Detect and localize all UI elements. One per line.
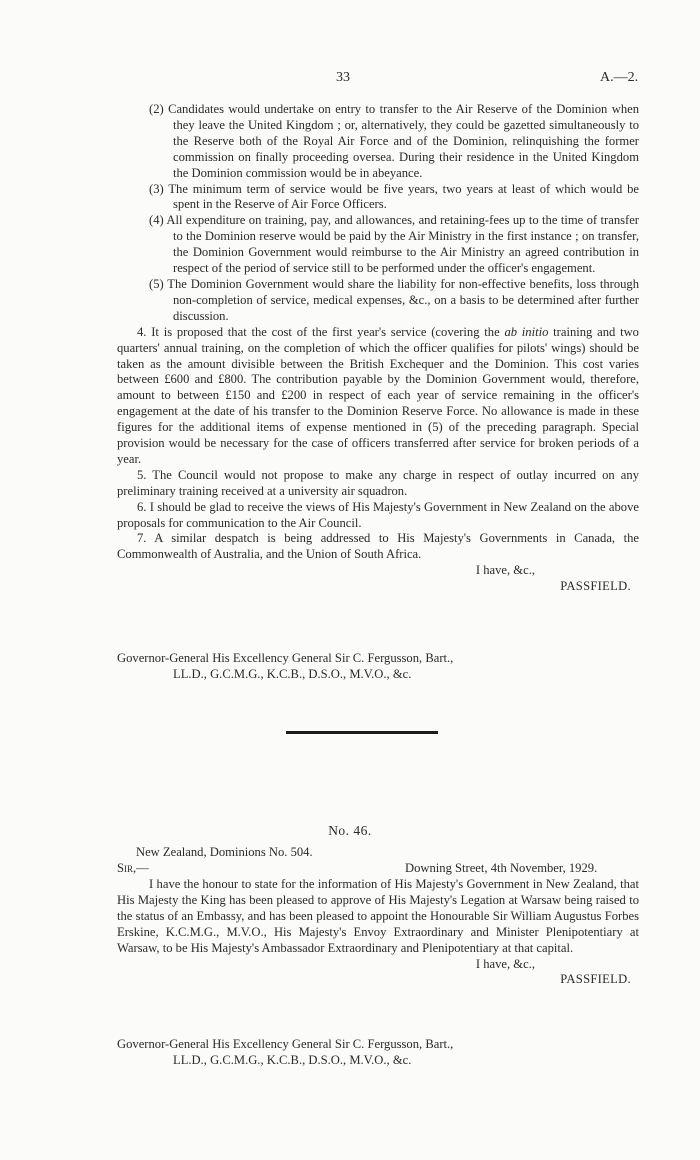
despatch-body-continued — [117, 102, 639, 595]
item-number: (3) — [149, 181, 164, 196]
list-item — [149, 102, 639, 182]
signature: PASSFIELD. — [560, 579, 631, 594]
address-line-2: LL.D., G.C.M.G., K.C.B., D.S.O., M.V.O., &c. — [173, 666, 412, 681]
page-reference: A.—2. — [600, 70, 639, 85]
list-item — [149, 277, 639, 325]
despatch-paragraph: I have the honour to state for the information of His Majesty's Government in New Zealand, that His Majesty the King has been pleased to approve of His Majesty's Legation at Warsaw being raised to the status of an Embassy, and has been pleased to appoint the Honourable Sir William Augustus Forbes Erskine, K.C.M.G., M.V.O., His Majesty's Envoy Extraordinary and Minister Plenipotentiary at Warsaw, to be His Majesty's Ambassador Extraordinary and Plenipotentiary at that capital. — [117, 877, 639, 955]
address-line-2: LL.D., G.C.M.G., K.C.B., D.S.O., M.V.O., &c. — [173, 1052, 412, 1067]
address-block — [117, 1037, 453, 1069]
item-text: All expenditure on training, pay, and allowances, and retaining-fees up to the time of transfer to the Dominion reserve would be paid by the Air Ministry in the first instance ; on transfer, the Dominion Government would reimburse to the Air Ministry an agreed contribution in respect of the period of service still to be performed under the officer's engagement. — [166, 213, 639, 276]
dominion-reference: New Zealand, Dominions No. 504. — [136, 845, 313, 859]
closing-line: I have, &c., — [475, 563, 535, 578]
despatch-body — [117, 877, 639, 988]
closing-line: I have, &c., — [475, 956, 535, 971]
item-text: Candidates would undertake on entry to transfer to the Air Reserve of the Dominion when they leave the United Kingdom ; or, alternatively, they could be gazetted simultaneously to the Reserve both of the Royal Air Force and of the Dominion, relinquishing the former commission on finally proceeding oversea. During their residence in the United Kingdom the Dominion commission would be in abeyance. — [168, 102, 639, 180]
para4-text-a: 4. It is proposed that the cost of the first year's service (covering the — [137, 324, 505, 339]
paragraph-6: 6. I should be glad to receive the views of His Majesty's Government in New Zealand on the above proposals for communication to the Air Council. — [117, 499, 639, 530]
list-item — [149, 213, 639, 277]
paragraph-4 — [117, 325, 639, 468]
item-number: (4) — [149, 213, 164, 228]
address-line-1: Governor-General His Excellency General Sir C. Fergusson, Bart., — [117, 651, 454, 665]
item-text: The minimum term of service would be five years, two years at least of which would be spent in the Reserve of Air Force Officers. — [168, 181, 640, 212]
para4-italic: ab initio — [504, 324, 549, 339]
list-item — [149, 182, 639, 214]
paragraph-7: 7. A similar despatch is being addressed to His Majesty's Governments in Canada, the Commonwealth of Australia, and the Union of South Africa. — [117, 531, 639, 562]
item-number: (2) — [149, 102, 164, 116]
salutation: Sir,— — [117, 861, 149, 875]
paragraph-5: 5. The Council would not propose to make any charge in respect of outlay incurred on any preliminary training received at a university air squadron. — [117, 467, 639, 498]
address-block — [117, 651, 453, 683]
item-text: The Dominion Government would share the liability for non-effective benefits, loss through non-completion of service, medical expenses, &c., on a basis to be determined after further discussion. — [167, 276, 640, 323]
address-line-1: Governor-General His Excellency General Sir C. Fergusson, Bart., — [117, 1037, 454, 1051]
para4-text-b: training and two quarters' annual training, on the completion of which the officer qualifies for pilots' wings) should be taken as the amount divisible between the British Exchequer and the Dominion. This cost varies between £600 and £800. The contribution payable by the Dominion Government would, therefore, amount to between £150 and £200 in respect of each year of service remaining in the officer's engagement at the date of his transfer to the Dominion Reserve Force. No allowance is made in these figures for the additional items of expense mentioned in (5) of the preceding paragraph. Special provision would be necessary for the case of officers transferred after service for broken periods of a year. — [117, 324, 639, 466]
despatch-date: Downing Street, 4th November, 1929. — [405, 861, 598, 875]
signature: PASSFIELD. — [560, 972, 631, 987]
section-divider — [286, 731, 438, 734]
page-number: 33 — [336, 70, 350, 85]
item-number: (5) — [149, 276, 164, 291]
despatch-heading: No. 46. — [328, 823, 372, 838]
